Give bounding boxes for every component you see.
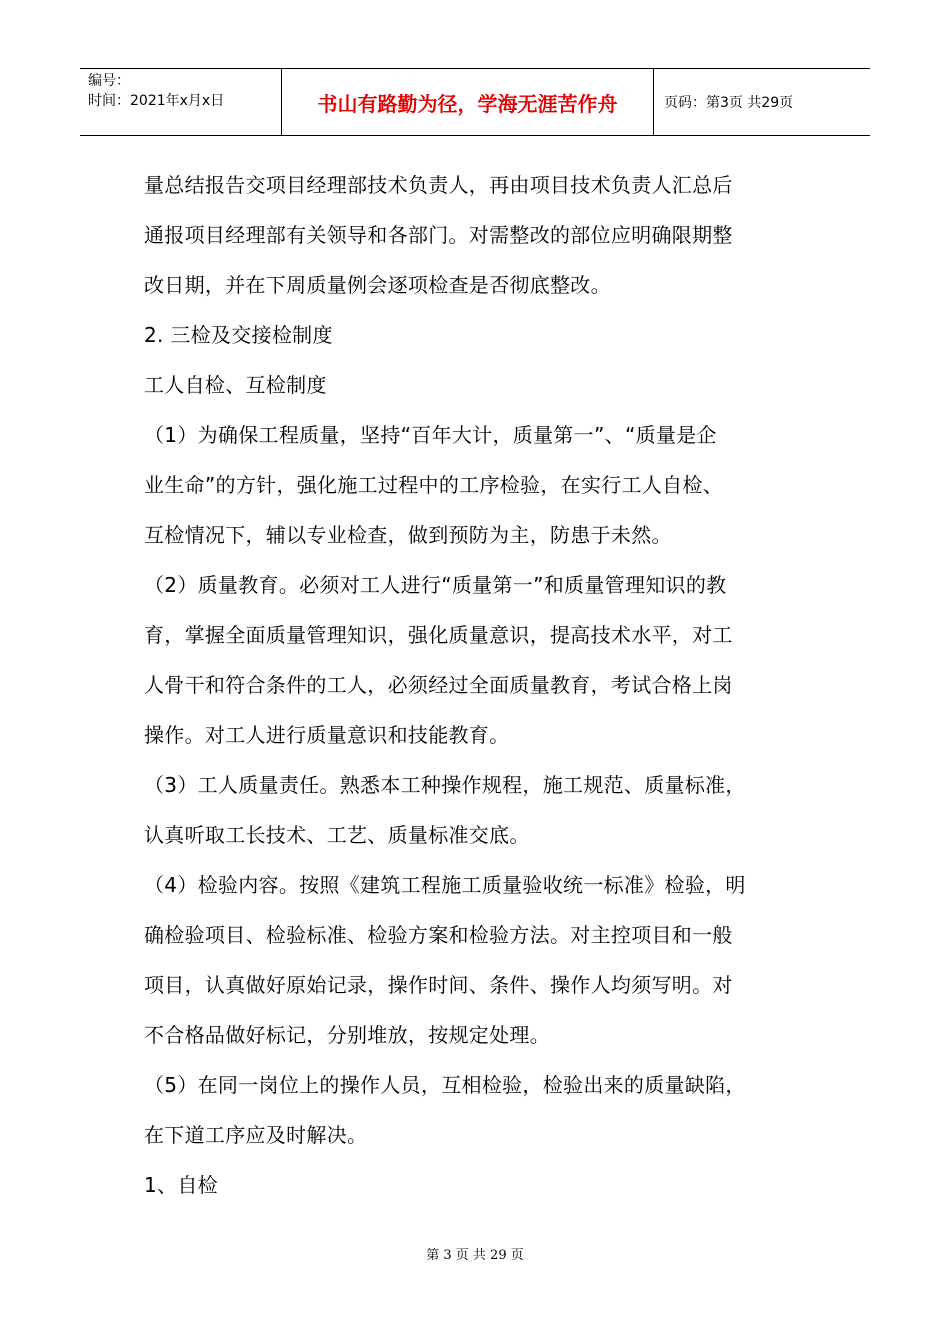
body-line: 通报项目经理部有关领导和各部门。对需整改的部位应明确限期整 — [144, 223, 733, 247]
section-heading: 2. 三检及交接检制度 — [144, 323, 333, 347]
header-page-cell — [654, 69, 870, 135]
body-line: 项目，认真做好原始记录，操作时间、条件、操作人均须写明。对 — [144, 973, 733, 997]
body-line: （3）工人质量责任。熟悉本工种操作规程，施工规范、质量标准， — [144, 773, 746, 797]
body-line: 育，掌握全面质量管理知识，强化质量意识，提高技术水平，对工 — [144, 623, 733, 647]
body-line: 互检情况下，辅以专业检查，做到预防为主，防患于未然。 — [144, 523, 672, 547]
body-line: 改日期，并在下周质量例会逐项检查是否彻底整改。 — [144, 273, 611, 297]
body-line: 确检验项目、检验标准、检验方案和检验方法。对主控项目和一般 — [144, 923, 733, 947]
body-line: 在下道工序应及时解决。 — [144, 1123, 368, 1147]
code-label: 编号： — [88, 73, 130, 89]
header-meta-cell — [80, 69, 282, 135]
body-line: 认真听取工长技术、工艺、质量标准交底。 — [144, 823, 530, 847]
body-line: （2）质量教育。必须对工人进行“质量第一”和质量管理知识的教 — [144, 573, 727, 597]
footer-page-number: 第 3 页 共 29 页 — [426, 1248, 524, 1263]
body-line: （1）为确保工程质量，坚持“百年大计，质量第一”、“质量是企 — [144, 423, 717, 447]
subsection-heading: 工人自检、互检制度 — [144, 373, 327, 397]
body-line: 量总结报告交项目经理部技术负责人，再由项目技术负责人汇总后 — [144, 173, 733, 197]
date-label: 时间：2021年x月x日 — [88, 93, 225, 109]
body-line: 不合格品做好标记，分别堆放，按规定处理。 — [144, 1023, 550, 1047]
body-line: （4）检验内容。按照《建筑工程施工质量验收统一标准》检验，明 — [144, 873, 746, 897]
body-line: （5）在同一岗位上的操作人员，互相检验，检验出来的质量缺陷， — [144, 1073, 746, 1097]
body-line: 操作。对工人进行质量意识和技能教育。 — [144, 723, 510, 747]
body-line: 业生命”的方针，强化施工过程中的工序检验，在实行工人自检、 — [144, 473, 724, 497]
body-line: 人骨干和符合条件的工人，必须经过全面质量教育，考试合格上岗 — [144, 673, 733, 697]
page-header — [80, 68, 870, 136]
document-body — [144, 160, 814, 1210]
section-heading: 1、自检 — [144, 1173, 218, 1197]
page-footer — [0, 1244, 950, 1263]
motto-text: 书山有路勤为径，学海无涯苦作舟 — [317, 91, 618, 116]
header-motto-cell — [282, 69, 654, 135]
page-info: 页码：第3页 共29页 — [664, 95, 794, 111]
